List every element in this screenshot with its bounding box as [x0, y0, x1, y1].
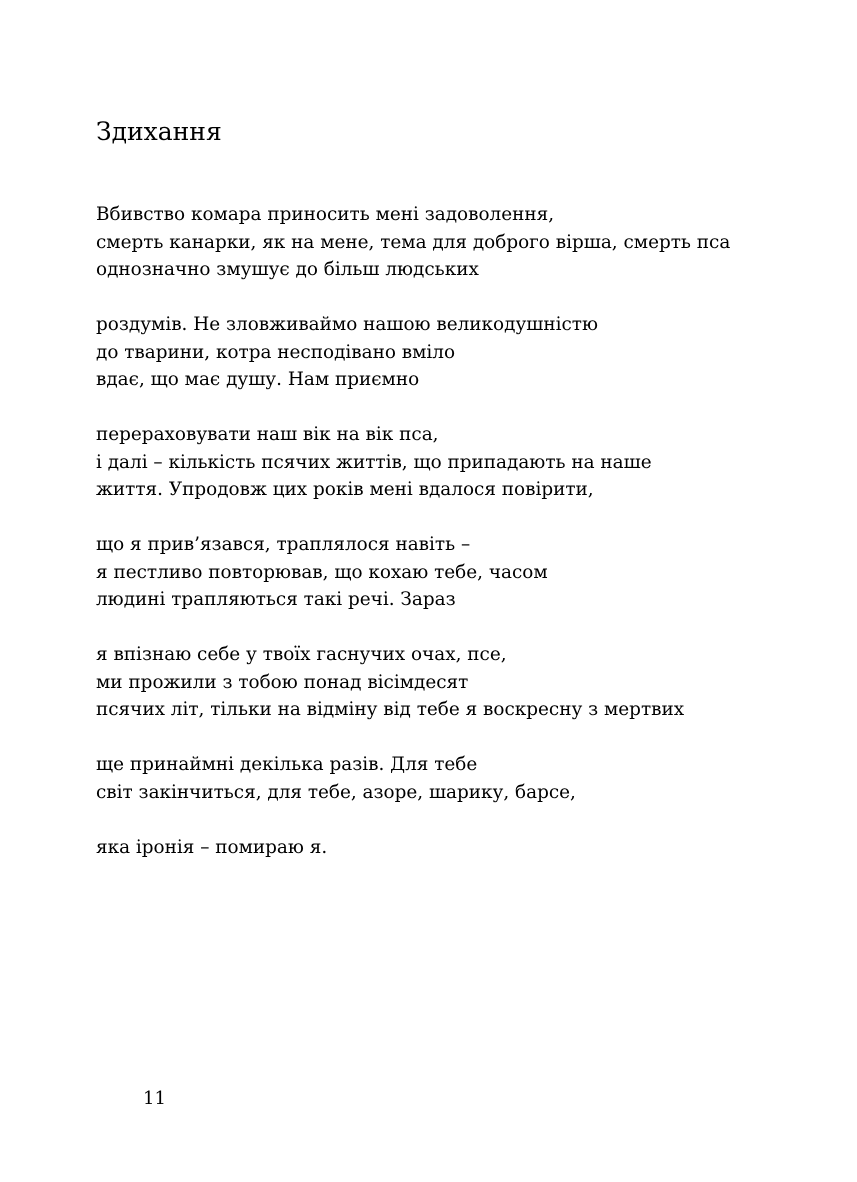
poem-line: я впізнаю себе у твоїх гаснучих очах, псе,	[96, 644, 507, 665]
stanza	[96, 834, 730, 862]
stanza	[96, 311, 730, 394]
stanza	[96, 201, 730, 284]
poem-line: ми прожили з тобою понад вісімдесят	[96, 671, 469, 693]
poem-line: людині трапляються такі речі. Зараз	[96, 589, 456, 610]
poem-line: перераховувати наш вік на вік пса,	[96, 424, 439, 445]
poem-body	[96, 201, 730, 889]
poem-line: що я прив’язався, траплялося навіть –	[96, 534, 471, 555]
poem-line: до тварини, котра несподівано вміло	[96, 341, 456, 363]
poem-line: я пестливо повторював, що кохаю тебе, часом	[96, 561, 548, 583]
poem-line: смерть канарки, як на мене, тема для доброго вірша, смерть пса	[96, 231, 731, 253]
poem-line: псячих літ, тільки на відміну від тебе я воскресну з мертвих	[96, 699, 685, 720]
poem-line: однозначно змушує до більш людських	[96, 259, 479, 280]
stanza	[96, 751, 730, 806]
poem-line: вдає, що має душу. Нам приємно	[96, 369, 420, 390]
poem-line: роздумів. Не зловживаймо нашою великодушністю	[96, 314, 598, 335]
stanza	[96, 421, 730, 504]
poem-line: і далі – кількість псячих життів, що припадають на наше	[96, 451, 652, 473]
poem-line: ще принаймні декілька разів. Для тебе	[96, 754, 478, 775]
page-number: 11	[143, 1088, 166, 1109]
poem-line: світ закінчиться, для тебе, азоре, шарику, барсе,	[96, 781, 576, 803]
poem-line: Вбивство комара приносить мені задоволення,	[96, 204, 555, 225]
poem-line: життя. Упродовж цих років мені вдалося повірити,	[96, 479, 594, 500]
poem-title: Здихання	[96, 117, 222, 146]
poem-line: яка іронія – помираю я.	[96, 836, 328, 858]
stanza	[96, 641, 730, 724]
stanza	[96, 531, 730, 614]
